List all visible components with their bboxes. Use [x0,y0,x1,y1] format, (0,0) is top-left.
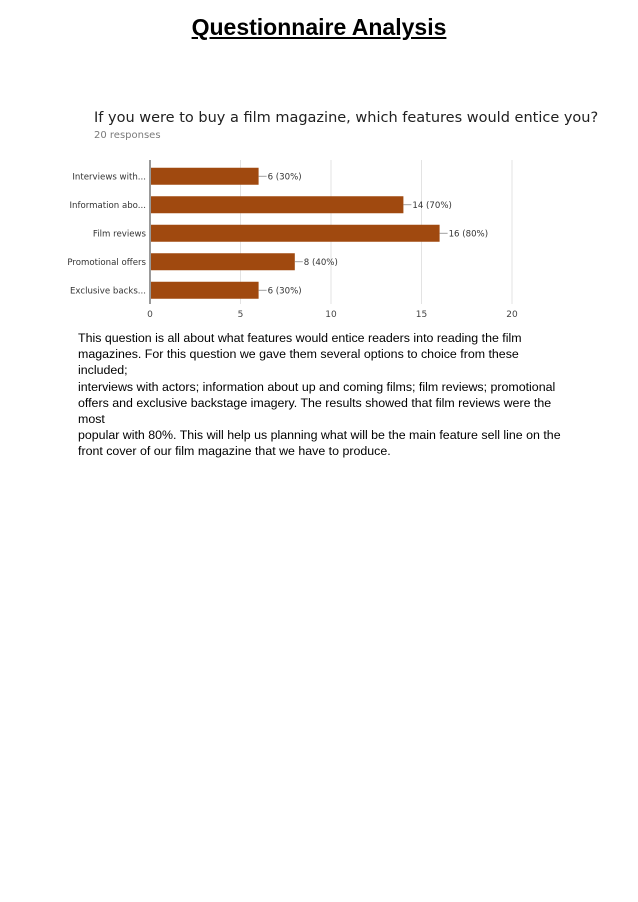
paragraph-line: popular with 80%. This will help us planning what will be the main feature sell line on the [78,428,561,443]
category-label: Interviews with... [72,172,146,183]
x-tick-label: 15 [415,310,428,320]
bar-chart [67,104,528,322]
x-tick-label: 10 [325,310,337,320]
bar [151,225,440,242]
category-label: Information abo... [69,200,146,211]
chart-card [67,104,599,322]
x-tick-label: 5 [237,310,244,320]
paragraph-line: front cover of our film magazine that we have to produce. [78,444,391,459]
x-tick-label: 20 [506,310,518,320]
x-tick-label: 0 [147,310,153,320]
category-label: Exclusive backs... [70,286,146,297]
paragraph-line: This question is all about what features would entice readers into reading the film [78,331,522,345]
page-title: Questionnaire Analysis [191,14,447,40]
analysis-paragraph [78,330,568,460]
data-label: 6 (30%) [267,286,302,297]
chart-question: If you were to buy a film magazine, which features would entice you? [94,110,599,126]
paragraph-line: interviews with actors; information about up and coming films; film reviews; promotional [78,379,556,394]
category-label: Promotional offers [67,257,146,268]
data-label: 8 (40%) [303,257,338,268]
data-label: 16 (80%) [448,229,489,240]
paragraph-line: offers and exclusive backstage imagery. The results showed that film reviews were the most [78,395,552,427]
bar [151,168,259,185]
data-label: 6 (30%) [267,172,302,183]
paragraph-line: magazines. For this question we gave them several options to choice from these included; [78,347,519,378]
bar [151,282,259,299]
chart-response-count: 20 responses [94,130,161,141]
bar [151,253,295,270]
data-label: 14 (70%) [412,200,452,211]
bar [151,196,403,213]
category-label: Film reviews [92,229,146,240]
